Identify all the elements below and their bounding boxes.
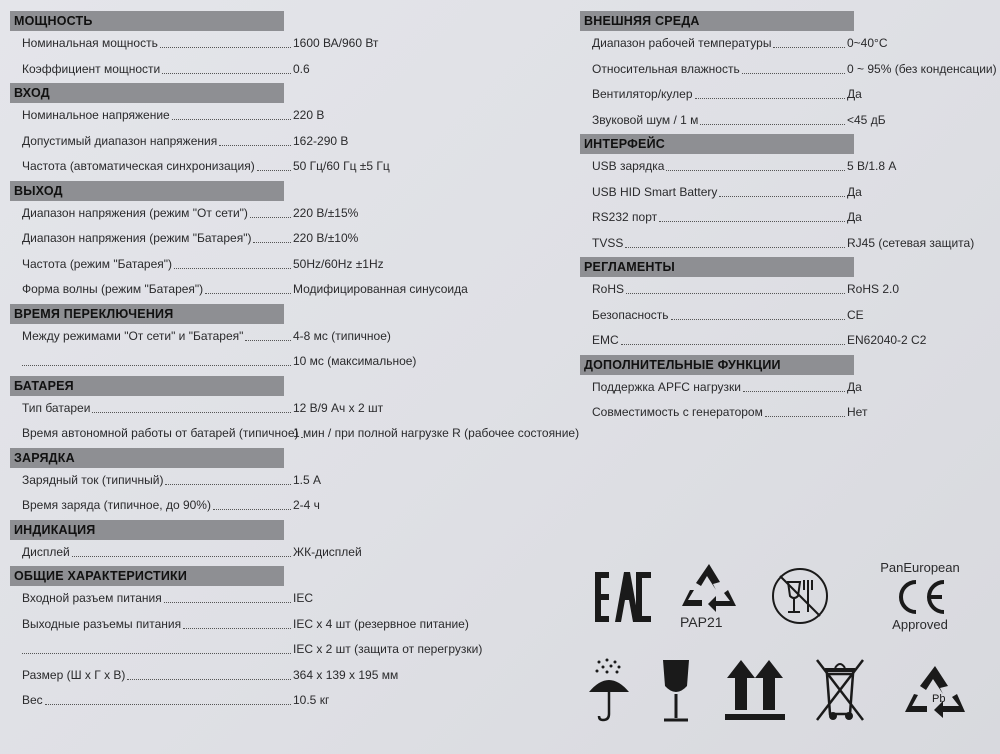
leader-dots: [45, 704, 291, 705]
leader-dots: [213, 509, 291, 510]
spec-value: Модифицированная синусоида: [293, 282, 468, 296]
leader-dots: [162, 73, 291, 74]
spec-row: [10, 349, 570, 375]
spec-value: CE: [847, 307, 864, 322]
leader-dots: [742, 73, 845, 74]
spec-row: [10, 540, 570, 566]
spec-label: Время заряда (типичное, до 90%): [22, 498, 211, 512]
ce-top-label: PanEuropean: [880, 560, 960, 575]
leader-dots: [22, 365, 291, 366]
ce-bottom-label: Approved: [892, 617, 948, 632]
recycle-icon: [680, 562, 738, 612]
leader-dots: [695, 98, 845, 99]
spec-label: Коэффициент мощности: [22, 61, 161, 76]
leader-dots: [164, 602, 291, 603]
spec-value: 1.5 А: [293, 472, 322, 487]
section-header: РЕГЛАМЕНТЫ: [580, 257, 854, 277]
spec-row: [10, 277, 570, 303]
spec-value: 50 Гц/60 Гц ±5 Гц: [293, 159, 390, 173]
spec-row: [10, 612, 570, 638]
spec-value: 2-4 ч: [293, 498, 320, 512]
section-header: ВЫХОД: [10, 181, 284, 201]
spec-label: Допустимый диапазон напряжения: [22, 133, 218, 148]
leader-dots: [22, 653, 291, 654]
spec-label: USB HID Smart Battery: [592, 184, 718, 199]
leader-dots: [250, 217, 291, 218]
spec-row: [10, 154, 570, 180]
spec-value: RoHS 2.0: [847, 282, 900, 296]
spec-label: Форма волны (режим "Батарея"): [22, 282, 204, 296]
spec-row: [10, 421, 580, 447]
spec-value: ЖК-дисплей: [293, 544, 362, 559]
pap-label: PAP21: [680, 614, 723, 630]
spec-label: Дисплей: [22, 544, 70, 559]
right-spec-column: [580, 10, 997, 426]
spec-label: Размер (Ш x Г x В): [22, 667, 126, 682]
leader-dots: [92, 412, 291, 413]
spec-row: [10, 252, 570, 278]
leader-dots: [253, 242, 291, 243]
spec-row: [580, 400, 985, 426]
spec-label: Совместимость с генератором: [592, 405, 763, 419]
recycle-pb-icon: [903, 664, 967, 720]
spec-row: [10, 396, 570, 422]
spec-value: 4-8 мс (типичное): [293, 328, 391, 343]
spec-label: Входной разъем питания: [22, 591, 162, 605]
section-header: ОБЩИЕ ХАРАКТЕРИСТИКИ: [10, 566, 284, 586]
leader-dots: [72, 556, 291, 557]
spec-row: [580, 277, 985, 303]
spec-value: 0.6: [293, 61, 310, 76]
ce-mark-icon: [890, 578, 950, 616]
spec-value: 50Hz/60Hz ±1Hz: [293, 256, 384, 271]
spec-row: [580, 82, 985, 108]
section-header: ВНЕШНЯЯ СРЕДА: [580, 11, 854, 31]
spec-value: 220 В: [293, 108, 325, 122]
pb-label: Pb: [932, 693, 946, 705]
spec-label: Между режимами "От сети" и "Батарея": [22, 328, 244, 343]
leader-dots: [257, 170, 291, 171]
keep-dry-icon: [587, 658, 631, 724]
spec-value: 0~40°C: [847, 36, 888, 50]
spec-label: Номинальная мощность: [22, 36, 158, 50]
spec-row: [10, 688, 570, 714]
spec-row: [10, 129, 570, 155]
spec-label: Выходные разъемы питания: [22, 616, 182, 631]
spec-row: [580, 328, 985, 354]
spec-label: RoHS: [592, 282, 625, 296]
spec-value: Нет: [847, 405, 868, 419]
spec-row: [580, 57, 997, 83]
spec-row: [10, 103, 570, 129]
spec-value: 162-290 В: [293, 133, 349, 148]
spec-value: IEC x 4 шт (резервное питание): [293, 616, 469, 631]
leader-dots: [671, 319, 845, 320]
leader-dots: [719, 196, 845, 197]
spec-value: 1 мин / при полной нагрузке R (рабочее состояние): [293, 426, 580, 440]
leader-dots: [743, 391, 845, 392]
spec-value: 10 мс (максимальное): [293, 354, 417, 368]
spec-row: [580, 231, 985, 257]
spec-row: [580, 375, 985, 401]
leader-dots: [621, 344, 845, 345]
leader-dots: [659, 221, 845, 222]
spec-value: EN62040-2 C2: [847, 333, 927, 347]
spec-label: EMC: [592, 333, 619, 347]
spec-label: Частота (режим "Батарея"): [22, 256, 173, 271]
leader-dots: [160, 47, 291, 48]
leader-dots: [165, 484, 291, 485]
leader-dots: [172, 119, 291, 120]
spec-value: Да: [847, 210, 862, 224]
spec-value: Да: [847, 184, 862, 199]
spec-value: 5 В/1.8 А: [847, 159, 897, 173]
spec-label: Поддержка APFC нагрузки: [592, 379, 741, 394]
spec-label: Диапазон рабочей температуры: [592, 36, 772, 50]
leader-dots: [625, 247, 845, 248]
section-header: БАТАРЕЯ: [10, 376, 284, 396]
spec-label: Диапазон напряжения (режим "Батарея"): [22, 231, 252, 245]
spec-row: [10, 586, 570, 612]
spec-value: 220 В/±15%: [293, 205, 359, 220]
spec-row: [580, 303, 985, 329]
spec-label: Безопасность: [592, 307, 669, 322]
section-header: ЗАРЯДКА: [10, 448, 284, 468]
spec-label: Вентилятор/кулер: [592, 87, 693, 101]
leader-dots: [626, 293, 845, 294]
spec-row: [10, 468, 570, 494]
spec-label: USB зарядка: [592, 159, 665, 173]
section-header: ДОПОЛНИТЕЛЬНЫЕ ФУНКЦИИ: [580, 355, 854, 375]
spec-value: 220 В/±10%: [293, 231, 359, 245]
section-header: ВХОД: [10, 83, 284, 103]
spec-label: Звуковой шум / 1 м: [592, 112, 699, 127]
spec-label: RS232 порт: [592, 210, 658, 224]
spec-label: TVSS: [592, 235, 624, 250]
spec-label: Тип батареи: [22, 400, 91, 415]
spec-row: [580, 180, 985, 206]
certification-marks: [585, 560, 985, 750]
spec-row: [580, 31, 985, 57]
spec-value: 0 ~ 95% (без конденсации): [847, 61, 997, 76]
spec-value: IEC x 2 шт (защита от перегрузки): [293, 642, 483, 656]
spec-label: Время автономной работы от батарей (типичное): [22, 426, 299, 440]
spec-value: IEC: [293, 591, 314, 605]
left-spec-column: [10, 10, 580, 714]
spec-label: Зарядный ток (типичный): [22, 472, 164, 487]
spec-row: [10, 57, 570, 83]
spec-row: [10, 663, 570, 689]
leader-dots: [666, 170, 845, 171]
spec-label: Диапазон напряжения (режим "От сети"): [22, 205, 248, 220]
spec-label: Относительная влажность: [592, 61, 740, 76]
spec-row: [10, 637, 570, 663]
section-header: ИНДИКАЦИЯ: [10, 520, 284, 540]
leader-dots: [700, 124, 845, 125]
leader-dots: [765, 416, 845, 417]
spec-label: Частота (автоматическая синхронизация): [22, 159, 255, 173]
spec-value: RJ45 (сетевая защита): [847, 235, 975, 250]
spec-row: [10, 31, 570, 57]
spec-value: Да: [847, 379, 862, 394]
this-side-up-icon: [725, 658, 785, 722]
spec-value: 10.5 кг: [293, 693, 330, 707]
leader-dots: [127, 679, 291, 680]
spec-value: 12 В/9 Ач x 2 шт: [293, 400, 384, 415]
weee-bin-icon: [813, 656, 867, 724]
spec-row: [10, 493, 570, 519]
spec-row: [10, 324, 570, 350]
not-for-food-icon: [770, 566, 830, 626]
leader-dots: [174, 268, 291, 269]
eac-mark-icon: [595, 570, 651, 624]
leader-dots: [773, 47, 845, 48]
section-header: ИНТЕРФЕЙС: [580, 134, 854, 154]
leader-dots: [245, 340, 291, 341]
spec-row: [580, 205, 985, 231]
spec-label: Вес: [22, 693, 43, 707]
spec-row: [580, 154, 985, 180]
leader-dots: [219, 145, 291, 146]
spec-row: [10, 201, 570, 227]
spec-value: 1600 ВА/960 Вт: [293, 36, 379, 50]
spec-row: [580, 108, 985, 134]
section-header: ВРЕМЯ ПЕРЕКЛЮЧЕНИЯ: [10, 304, 284, 324]
spec-value: <45 дБ: [847, 112, 886, 127]
spec-row: [10, 226, 570, 252]
spec-label: Номинальное напряжение: [22, 108, 170, 122]
fragile-icon: [659, 658, 693, 724]
spec-value: Да: [847, 87, 862, 101]
section-header: МОЩНОСТЬ: [10, 11, 284, 31]
leader-dots: [205, 293, 291, 294]
spec-value: 364 x 139 x 195 мм: [293, 667, 399, 682]
leader-dots: [183, 628, 291, 629]
